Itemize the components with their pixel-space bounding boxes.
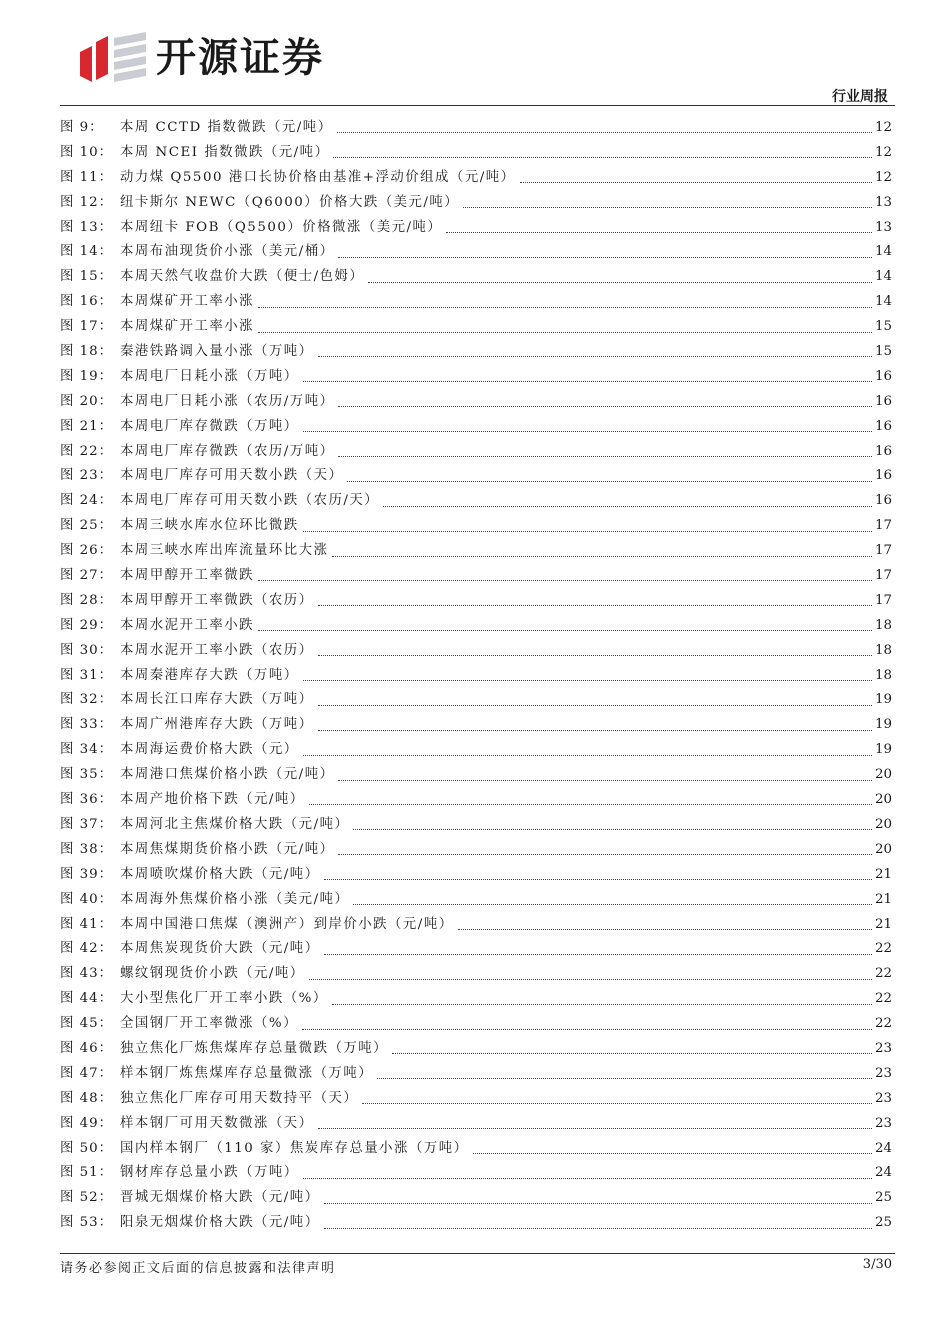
toc-entry[interactable] [60,216,892,241]
toc-entry-title: 本周电厂库存微跌（农历/万吨） [120,443,335,459]
toc-entry[interactable] [60,614,892,639]
toc-entry-label: 图 49： [60,1115,114,1131]
figure-list [60,116,892,1236]
toc-entry-label: 图 33： [60,717,114,733]
toc-entry-leader [458,928,872,930]
toc-entry[interactable] [60,688,892,713]
toc-entry-title: 本周焦炭现货价大跌（元/吨） [120,941,320,957]
toc-entry-page: 18 [874,667,892,683]
toc-entry-label: 图 25： [60,518,114,534]
toc-entry-leader [338,256,872,258]
toc-entry[interactable] [60,440,892,465]
toc-entry-page: 22 [874,991,892,1007]
toc-entry-label: 图 17： [60,319,114,335]
toc-entry-title: 本周焦煤期货价格小跌（元/吨） [120,841,335,857]
toc-entry[interactable] [60,290,892,315]
toc-entry-leader [318,604,872,606]
toc-entry[interactable] [60,464,892,489]
toc-entry-title: 本周水泥开工率小跌 [120,617,255,633]
toc-entry-page: 25 [874,1190,892,1206]
toc-entry-title: 螺纹钢现货价小跌（元/吨） [120,966,305,982]
toc-entry-label: 图 28： [60,592,114,608]
toc-entry-label: 图 14： [60,244,114,260]
toc-entry-label: 图 51： [60,1165,114,1181]
toc-entry-leader [347,480,872,482]
toc-entry-leader [303,754,872,756]
toc-entry-title: 阳泉无烟煤价格大跌（元/吨） [120,1215,320,1231]
toc-entry[interactable] [60,489,892,514]
toc-entry[interactable] [60,365,892,390]
toc-entry-title: 本周长江口库存大跌（万吨） [120,692,314,708]
toc-entry-title: 本周电厂库存微跌（万吨） [120,418,299,434]
toc-entry-title: 样本钢厂炼焦煤库存总量微涨（万吨） [120,1065,374,1081]
toc-entry-label: 图 10： [60,144,114,160]
toc-entry-page: 19 [874,692,892,708]
toc-entry-page: 12 [874,120,892,135]
toc-entry-page: 23 [874,1040,892,1056]
toc-entry-leader [332,555,872,557]
toc-entry-title: 本周秦港库存大跌（万吨） [120,667,299,683]
toc-entry[interactable] [60,390,892,415]
toc-entry[interactable] [60,987,892,1012]
toc-entry-label: 图 13： [60,219,114,235]
toc-entry[interactable] [60,1186,892,1211]
toc-entry-leader [338,779,872,781]
toc-entry-title: 本周电厂库存可用天数小跌（农历/天） [120,493,380,509]
toc-entry-page: 19 [874,717,892,733]
toc-entry-label: 图 37： [60,816,114,832]
toc-entry-label: 图 40： [60,891,114,907]
toc-entry-label: 图 36： [60,792,114,808]
toc-entry-title: 本周甲醇开工率微跌（农历） [120,592,314,608]
toc-entry[interactable] [60,1037,892,1062]
toc-entry[interactable] [60,1062,892,1087]
toc-entry-title: 本周煤矿开工率小涨 [120,319,255,335]
toc-entry-label: 图 16： [60,294,114,310]
toc-entry-title: 本周港口焦煤价格小跌（元/吨） [120,767,335,783]
toc-entry-title: 本周电厂日耗小涨（农历/万吨） [120,393,335,409]
toc-entry-title: 纽卡斯尔 NEWC（Q6000）价格大跌（美元/吨） [120,194,460,210]
toc-entry-page: 12 [874,144,892,160]
toc-entry-page: 13 [874,194,892,210]
toc-entry-label: 图 50： [60,1140,114,1156]
toc-entry-page: 20 [874,792,892,808]
toc-entry-title: 本周喷吹煤价格大跌（元/吨） [120,866,320,882]
toc-entry-label: 图 23： [60,468,114,484]
toc-entry-page: 23 [874,1090,892,1106]
toc-entry[interactable] [60,1087,892,1112]
toc-entry-title: 国内样本钢厂（110 家）焦炭库存总量小涨（万吨） [120,1140,469,1156]
toc-entry-label: 图 32： [60,692,114,708]
toc-entry-page: 17 [874,543,892,559]
toc-entry[interactable] [60,962,892,987]
toc-entry-title: 钢材库存总量小跌（万吨） [120,1165,299,1181]
toc-entry[interactable] [60,1161,892,1186]
toc-entry-leader [324,953,872,955]
toc-entry-label: 图 47： [60,1065,114,1081]
toc-entry-title: 独立焦化厂库存可用天数持平（天） [120,1090,359,1106]
toc-entry-title: 本周中国港口焦煤（澳洲产）到岸价小跌（元/吨） [120,916,454,932]
toc-entry-title: 本周电厂日耗小涨（万吨） [120,368,299,384]
toc-entry[interactable] [60,1211,892,1236]
toc-entry-label: 图 46： [60,1040,114,1056]
report-type: 行业周报 [832,89,888,105]
toc-entry-leader [309,978,872,980]
toc-entry-title: 本周 NCEI 指数微跌（元/吨） [120,144,330,160]
toc-entry-page: 16 [874,418,892,434]
toc-entry[interactable] [60,738,892,763]
toc-entry-title: 本周煤矿开工率小涨 [120,294,255,310]
toc-entry-leader [446,231,872,233]
toc-entry-leader [368,281,872,283]
toc-entry-leader [318,729,872,731]
footer-disclaimer: 请务必参阅正文后面的信息披露和法律声明 [60,1261,336,1276]
toc-entry-leader [338,455,872,457]
toc-entry-page: 14 [874,294,892,310]
toc-entry-leader [318,1127,872,1129]
toc-entry-label: 图 34： [60,742,114,758]
toc-entry-page: 14 [874,244,892,260]
toc-entry-label: 图 31： [60,667,114,683]
toc-entry[interactable] [60,340,892,365]
toc-entry[interactable] [60,1112,892,1137]
toc-entry-label: 图 45： [60,1016,114,1032]
toc-entry-leader [463,206,872,208]
toc-entry-label: 图 42： [60,941,114,957]
toc-entry-page: 24 [874,1140,892,1156]
toc-entry-page: 20 [874,841,892,857]
toc-entry[interactable] [60,265,892,290]
toc-entry-label: 图 21： [60,418,114,434]
toc-entry-label: 图 19： [60,368,114,384]
toc-entry-label: 图 53： [60,1215,114,1231]
toc-entry-label: 图 41： [60,916,114,932]
toc-entry[interactable] [60,166,892,191]
toc-entry-page: 14 [874,269,892,285]
toc-entry-page: 21 [874,916,892,932]
toc-entry-page: 18 [874,617,892,633]
toc-entry-leader [318,704,872,706]
toc-entry-page: 21 [874,891,892,907]
toc-entry-title: 大小型焦化厂开工率小跌（%） [120,991,328,1007]
toc-entry[interactable] [60,788,892,813]
toc-entry-page: 16 [874,493,892,509]
toc-entry-leader [303,530,872,532]
toc-entry-leader [362,1102,872,1104]
toc-entry[interactable] [60,1012,892,1037]
toc-entry[interactable] [60,1137,892,1162]
toc-entry-leader [338,853,872,855]
toc-entry[interactable] [60,539,892,564]
toc-entry-leader [332,1003,872,1005]
toc-entry-leader [258,579,872,581]
toc-entry-label: 图 38： [60,841,114,857]
toc-entry-page: 23 [874,1115,892,1131]
toc-entry-page: 21 [874,866,892,882]
toc-entry-page: 17 [874,592,892,608]
toc-entry-title: 本周天然气收盘价大跌（便士/色姆） [120,269,365,285]
toc-entry-leader [309,803,872,805]
toc-entry[interactable] [60,514,892,539]
toc-entry-page: 20 [874,767,892,783]
brand-name: 开源证券 [156,35,324,81]
toc-entry-label: 图 43： [60,966,114,982]
toc-entry[interactable] [60,315,892,340]
toc-entry-title: 本周河北主焦煤价格大跌（元/吨） [120,816,350,832]
toc-entry[interactable] [60,913,892,938]
toc-entry-label: 图 44： [60,991,114,1007]
toc-entry-title: 晋城无烟煤价格大跌（元/吨） [120,1190,320,1206]
toc-entry-label: 图 29： [60,617,114,633]
toc-entry-title: 全国钢厂开工率微涨（%） [120,1016,299,1032]
toc-entry[interactable] [60,415,892,440]
toc-entry-page: 16 [874,468,892,484]
toc-entry[interactable] [60,888,892,913]
toc-entry-leader [383,505,872,507]
toc-entry-leader [302,1028,872,1030]
toc-entry-label: 图 11： [60,169,114,185]
toc-entry-leader [303,679,872,681]
toc-entry-title: 本周 CCTD 指数微跌（元/吨） [120,120,333,135]
page-number: 3/30 [862,1257,892,1272]
toc-entry-page: 19 [874,742,892,758]
toc-entry-leader [318,355,872,357]
toc-entry-page: 22 [874,941,892,957]
toc-entry-page: 25 [874,1215,892,1231]
toc-entry-leader [324,878,872,880]
toc-entry-page: 16 [874,368,892,384]
toc-entry-title: 本周电厂库存可用天数小跌（天） [120,468,344,484]
kaiyuan-logo-icon [78,30,150,86]
toc-entry[interactable] [60,664,892,689]
toc-entry-leader [353,903,872,905]
toc-entry-label: 图 9： [60,120,104,135]
toc-entry-label: 图 35： [60,767,114,783]
toc-entry-page: 15 [874,344,892,360]
toc-entry[interactable] [60,116,892,141]
toc-entry-page: 13 [874,219,892,235]
toc-entry-title: 本周海外焦煤价格小涨（美元/吨） [120,891,350,907]
toc-entry-title: 本周广州港库存大跌（万吨） [120,717,314,733]
toc-entry-title: 样本钢厂可用天数微涨（天） [120,1115,314,1131]
toc-entry-leader [473,1152,872,1154]
toc-entry-page: 20 [874,816,892,832]
toc-entry-title: 独立焦化厂炼焦煤库存总量微跌（万吨） [120,1040,389,1056]
toc-entry-title: 本周纽卡 FOB（Q5500）价格微涨（美元/吨） [120,219,443,235]
toc-entry[interactable] [60,240,892,265]
toc-entry[interactable] [60,937,892,962]
toc-entry-page: 22 [874,1016,892,1032]
toc-entry-page: 16 [874,443,892,459]
toc-entry-leader [258,331,872,333]
toc-entry-page: 18 [874,642,892,658]
toc-entry-title: 本周布油现货价小涨（美元/桶） [120,244,335,260]
toc-entry[interactable] [60,564,892,589]
toc-entry-label: 图 12： [60,194,114,210]
header-divider [60,105,895,106]
toc-entry-page: 17 [874,518,892,534]
toc-entry-label: 图 18： [60,344,114,360]
toc-entry-leader [303,430,872,432]
toc-entry-title: 本周产地价格下跌（元/吨） [120,792,305,808]
toc-entry-title: 本周三峡水库出库流量环比大涨 [120,543,329,559]
toc-entry[interactable] [60,863,892,888]
page-header [0,0,950,108]
toc-entry-leader [337,131,872,133]
toc-entry-leader [318,654,872,656]
toc-entry-label: 图 30： [60,642,114,658]
toc-entry-title: 动力煤 Q5500 港口长协价格由基准+浮动价组成（元/吨） [120,169,516,185]
toc-entry-page: 16 [874,393,892,409]
toc-entry-page: 24 [874,1165,892,1181]
toc-entry-label: 图 24： [60,493,114,509]
toc-entry[interactable] [60,639,892,664]
toc-entry-leader [333,156,872,158]
toc-entry-label: 图 48： [60,1090,114,1106]
toc-entry[interactable] [60,589,892,614]
toc-entry[interactable] [60,713,892,738]
toc-entry-label: 图 20： [60,393,114,409]
toc-entry-label: 图 52： [60,1190,114,1206]
toc-entry-leader [324,1227,872,1229]
toc-entry-leader [520,181,872,183]
toc-entry-label: 图 26： [60,543,114,559]
toc-entry[interactable] [60,191,892,216]
toc-entry-page: 15 [874,319,892,335]
toc-entry-leader [303,380,872,382]
toc-entry[interactable] [60,813,892,838]
toc-entry-page: 17 [874,568,892,584]
toc-entry-label: 图 27： [60,568,114,584]
toc-entry-leader [377,1077,872,1079]
toc-entry-leader [324,1202,872,1204]
toc-entry-label: 图 22： [60,443,114,459]
footer-divider [60,1253,895,1254]
toc-entry-page: 22 [874,966,892,982]
toc-entry-leader [338,405,872,407]
toc-entry-title: 本周海运费价格大跌（元） [120,742,299,758]
toc-entry-title: 本周三峡水库水位环比微跌 [120,518,299,534]
toc-entry-leader [392,1052,872,1054]
toc-entry-leader [258,629,872,631]
toc-entry[interactable] [60,141,892,166]
toc-entry-leader [303,1177,872,1179]
toc-entry-leader [353,828,872,830]
toc-entry-page: 23 [874,1065,892,1081]
toc-entry-label: 图 39： [60,866,114,882]
toc-entry[interactable] [60,838,892,863]
toc-entry-leader [258,306,872,308]
toc-entry-title: 秦港铁路调入量小涨（万吨） [120,344,314,360]
toc-entry-title: 本周水泥开工率小跌（农历） [120,642,314,658]
toc-entry-title: 本周甲醇开工率微跌 [120,568,255,584]
toc-entry-page: 12 [874,169,892,185]
toc-entry-label: 图 15： [60,269,114,285]
toc-entry[interactable] [60,763,892,788]
